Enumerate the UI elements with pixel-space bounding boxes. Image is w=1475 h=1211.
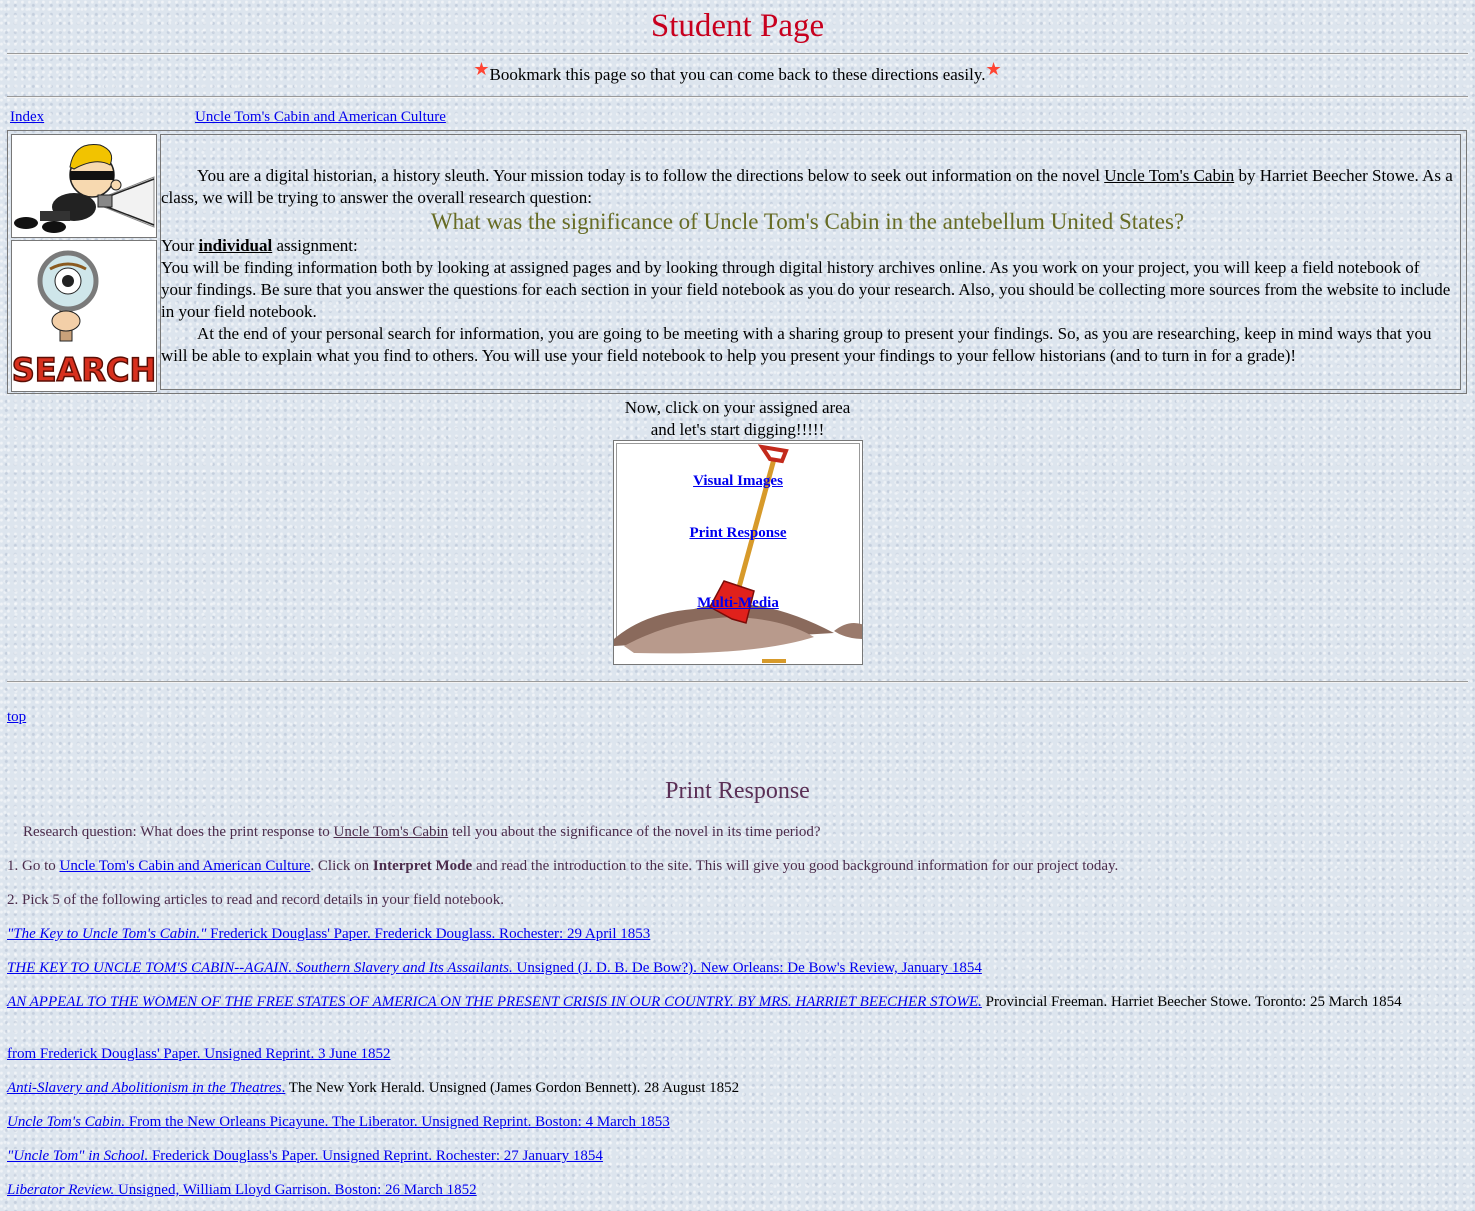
article-item [7, 1181, 1467, 1199]
article-title: Uncle Tom's Cabin. [7, 1114, 126, 1130]
article-title: Anti-Slavery and Abolitionism in the Theatres [7, 1080, 282, 1096]
article-link[interactable] [7, 1114, 670, 1130]
intro-text-segment: You are a digital historian, a history sleuth. Your mission today is to follow the directions below to seek out information on the novel [197, 166, 1105, 185]
article-citation: From the New Orleans Picayune. The Liberator. Unsigned Reprint. Boston: 4 March 1853 [125, 1114, 670, 1130]
search-word-art: SEARCH [12, 351, 156, 389]
star-icon: ★ [985, 59, 1002, 79]
assignment-heading [161, 235, 1454, 257]
intro-paragraph [161, 165, 1454, 209]
article-title: THE KEY TO UNCLE TOM'S CABIN--AGAIN. Southern Slavery and Its Assailants. [7, 960, 513, 976]
rq-text: tell you about the significance of the novel in its time period? [448, 824, 821, 840]
article-citation: Unsigned, William Lloyd Garrison. Boston: 26 March 1852 [114, 1182, 477, 1198]
article-item [7, 925, 1467, 943]
step-2: 2. Pick 5 of the following articles to read and record details in your field notebook. [7, 892, 504, 908]
intro-text [160, 134, 1461, 390]
step-text: and read the introduction to the site. This will give you good background information for our project today. [472, 858, 1119, 874]
article-item [7, 1113, 1467, 1131]
article-title: Liberator Review. [7, 1182, 115, 1198]
print-response-link[interactable]: Print Response [689, 525, 787, 541]
article-citation-plain: The New York Herald. Unsigned (James Gordon Bennett). 28 August 1852 [285, 1080, 740, 1096]
bookmark-text: Bookmark this page so that you can come back to these directions easily. [489, 65, 986, 84]
section-heading: Print Response [665, 778, 810, 804]
step-text: . Click on [310, 858, 373, 874]
article-item [7, 959, 1467, 977]
article-link[interactable] [7, 994, 982, 1010]
divider [7, 53, 1468, 55]
nav-index-link[interactable]: Index [10, 109, 45, 125]
interpret-mode-label: Interpret Mode [372, 858, 473, 874]
article-link[interactable] [7, 1046, 390, 1062]
bookmark-notice [0, 59, 1475, 85]
article-citation: Frederick Douglass's Paper. Unsigned Reprint. Rochester: 27 January 1854 [148, 1148, 603, 1164]
article-item [7, 1079, 1467, 1097]
assignment-your: Your [161, 236, 199, 255]
sharing-paragraph: At the end of your personal search for information, you are going to be meeting with a sharing group to present your findings. So, as you are researching, keep in mind ways that you will be able to explain what you find to others. You will use your field notebook to help you present your findings to your fellow historians (and to turn in for a grade)! [161, 324, 1432, 365]
multi-media-link[interactable]: Multi-Media [697, 595, 779, 611]
step-text: 1. Go to [7, 858, 60, 874]
step-1 [7, 857, 1467, 875]
intro-table [7, 130, 1467, 394]
step1-site-link[interactable]: Uncle Tom's Cabin and American Culture [59, 858, 311, 874]
nav-site-link[interactable]: Uncle Tom's Cabin and American Culture [195, 109, 446, 125]
article-link[interactable] [7, 1182, 477, 1198]
magnifying-glass-icon [12, 241, 156, 391]
article-title: "Uncle Tom" in School. [7, 1148, 149, 1164]
dig-instructions-line2: and let's start digging!!!!! [650, 420, 825, 439]
research-question: What was the significance of Uncle Tom's Cabin in the antebellum United States? [430, 209, 1185, 234]
article-citation: . [281, 1080, 286, 1096]
rq-book-link[interactable]: Uncle Tom's Cabin [333, 824, 449, 840]
assignment-paragraph: You will be finding information both by looking at assigned pages and by looking through digital history archives online. As you work on your project, you will keep a field notebook of your findings. Be sure that you answer the questions for each section in your field notebook as you do your research. Also, you should be collecting more sources from the website to include in your field notebook. [161, 258, 1451, 321]
individual-emphasis: individual [198, 236, 273, 255]
article-link[interactable] [7, 1080, 285, 1096]
article-item [7, 1045, 1467, 1063]
article-citation-plain: Provincial Freeman. Harriet Beecher Stowe. Toronto: 25 March 1854 [981, 994, 1402, 1010]
article-link[interactable] [7, 1148, 603, 1164]
article-item [7, 1147, 1467, 1165]
article-link[interactable] [7, 960, 982, 976]
dig-area-map [613, 440, 863, 665]
section-research-question [7, 823, 1467, 841]
top-link[interactable]: top [7, 709, 27, 725]
article-link[interactable] [7, 926, 650, 942]
intro-text-segment: by Harriet Beecher Stowe. As a class, we will be trying to answer the overall research question: [161, 166, 1453, 207]
rq-text: Research question: What does the print response to [23, 824, 334, 840]
article-title: AN APPEAL TO THE WOMEN OF THE FREE STATES OF AMERICA ON THE PRESENT CRISIS IN OUR COUNTRY. BY MRS. HARRIET BEECHER STOWE. [7, 994, 982, 1010]
article-item [7, 993, 1467, 1011]
dig-instructions-line1: Now, click on your assigned area [624, 398, 851, 417]
visual-images-link[interactable]: Visual Images [693, 473, 783, 489]
article-citation: Frederick Douglass' Paper. Frederick Douglass. Rochester: 29 April 1853 [206, 926, 651, 942]
star-icon: ★ [473, 59, 490, 79]
page-title: Student Page [650, 8, 825, 44]
divider [7, 96, 1468, 98]
assignment-word: assignment: [272, 236, 358, 255]
article-citation: Unsigned (J. D. B. De Bow?). New Orleans: De Bow's Review, January 1854 [512, 960, 982, 976]
book-title-link[interactable]: Uncle Tom's Cabin [1104, 166, 1235, 185]
article-citation: from Frederick Douglass' Paper. Unsigned Reprint. 3 June 1852 [7, 1046, 391, 1062]
detective-icon [12, 135, 156, 237]
divider [7, 681, 1468, 683]
detective-illustration [11, 134, 157, 238]
article-title: "The Key to Uncle Tom's Cabin." [7, 926, 207, 942]
search-illustration [11, 240, 157, 392]
